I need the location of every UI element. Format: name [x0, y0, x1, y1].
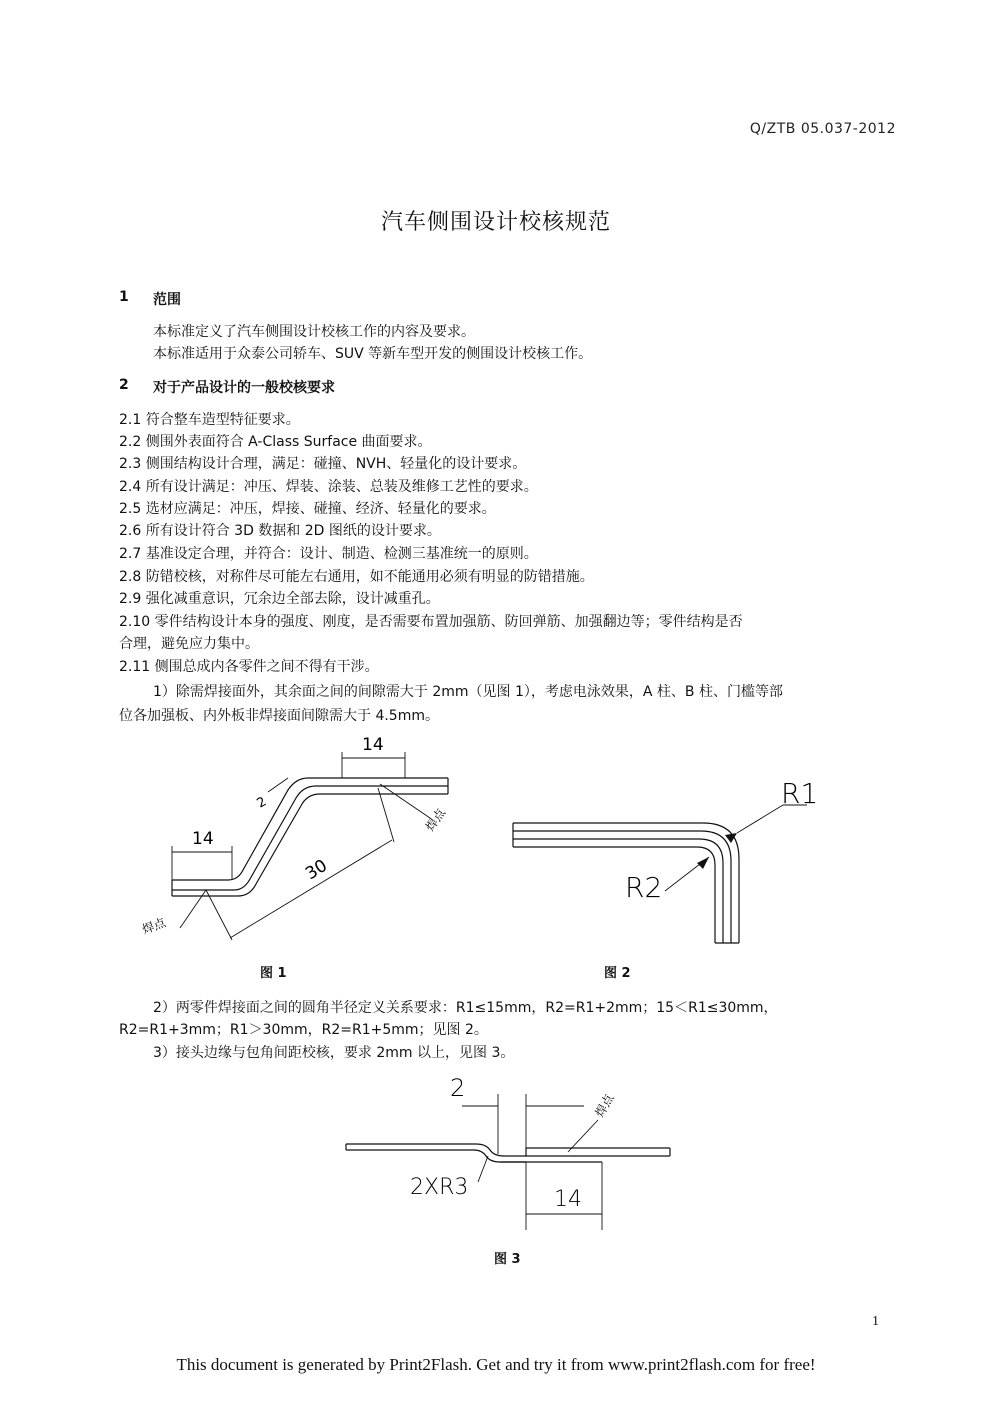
- standard-number: Q/ZTB 05.037-2012: [749, 121, 896, 137]
- fig1-dim-left: 14: [192, 829, 214, 849]
- requirement-item: 2.4 所有设计满足：冲压、焊装、涂装、总装及维修工艺性的要求。: [119, 479, 538, 495]
- fig1-dim-top: 14: [362, 735, 384, 755]
- requirement-item: 2.6 所有设计符合 3D 数据和 2D 图纸的设计要求。: [119, 523, 441, 539]
- paragraph-3: 3）接头边缘与包角间距校核，要求 2mm 以上，见图 3。: [153, 1045, 515, 1061]
- fig1-dim-diagonal: 30: [302, 855, 332, 885]
- section-2-number: 2: [119, 377, 129, 393]
- fig3-radius-label: 2XR3: [410, 1175, 469, 1200]
- fig1-gap-label: 2: [254, 794, 270, 812]
- requirement-item: 2.8 防错校核，对称件尽可能左右通用，如不能通用必须有明显的防错措施。: [119, 569, 594, 585]
- footer-note: This document is generated by Print2Flash. Get and try it from www.print2flash.com for free!: [176, 1355, 816, 1374]
- fig2-r2-label: R2: [625, 871, 663, 904]
- fig1-weld-label-left: 焊点: [140, 915, 168, 937]
- page-number: 1: [872, 1314, 879, 1329]
- requirement-item-continued: 合理，避免应力集中。: [119, 636, 259, 652]
- requirement-item: 2.5 选材应满足：冲压，焊接、碰撞、经济、轻量化的要求。: [119, 501, 496, 517]
- section-1-number: 1: [119, 289, 129, 305]
- r2-arrowhead: [697, 857, 709, 869]
- figure-2-drawing: [505, 775, 819, 955]
- requirement-item: 2.2 侧围外表面符合 A-Class Surface 曲面要求。: [119, 434, 432, 450]
- requirement-item: 2.7 基准设定合理，并符合：设计、制造、检测三基准统一的原则。: [119, 546, 538, 562]
- requirement-item: 2.9 强化减重意识，冗余边全部去除，设计减重孔。: [119, 591, 440, 607]
- figure-1-drawing: [130, 728, 470, 968]
- paragraph-1-line: 1）除需焊接面外，其余面之间的间隙需大于 2mm（见图 1），考虑电泳效果，A 柱、B 柱、门槛等部: [153, 684, 783, 700]
- fig3-dim-length: 14: [554, 1187, 582, 1212]
- figure-1-caption: 图 1: [260, 966, 287, 981]
- r1-arrowhead: [725, 833, 737, 843]
- paragraph-2-line: 2）两零件焊接面之间的圆角半径定义关系要求：R1≤15mm，R2=R1+2mm；15＜R1≤30mm，: [153, 1000, 778, 1016]
- document-title: 汽车侧围设计校核规范: [380, 210, 611, 235]
- paragraph-1-line: 位各加强板、内外板非焊接面间隙需大于 4.5mm。: [119, 708, 439, 724]
- section-1-line: 本标准适用于众泰公司轿车、SUV 等新车型开发的侧围设计校核工作。: [153, 346, 593, 362]
- figure-3-drawing: [340, 1070, 690, 1240]
- requirement-item: 2.10 零件结构设计本身的强度、刚度，是否需要布置加强筋、防回弹筋、加强翻边等；零件结构是否: [119, 614, 743, 630]
- paragraph-2-line: R2=R1+3mm；R1＞30mm，R2=R1+5mm；见图 2。: [119, 1022, 488, 1038]
- figure-3-caption: 图 3: [494, 1252, 521, 1267]
- fig1-weld-label-right: 焊点: [422, 806, 449, 834]
- requirement-item: 2.1 符合整车造型特征要求。: [119, 412, 300, 428]
- figure-2-caption: 图 2: [604, 966, 631, 981]
- section-1-line: 本标准定义了汽车侧围设计校核工作的内容及要求。: [153, 324, 475, 340]
- requirement-item: 2.3 侧围结构设计合理，满足：碰撞、NVH、轻量化的设计要求。: [119, 456, 527, 472]
- section-2-title: 对于产品设计的一般校核要求: [153, 380, 335, 396]
- fig2-r1-label: R1: [781, 777, 819, 810]
- fig3-weld-label: 焊点: [592, 1091, 617, 1120]
- requirement-item: 2.11 侧围总成内各零件之间不得有干涉。: [119, 659, 379, 675]
- fig3-dim-gap: 2: [450, 1074, 466, 1102]
- section-1-title: 范围: [153, 292, 181, 308]
